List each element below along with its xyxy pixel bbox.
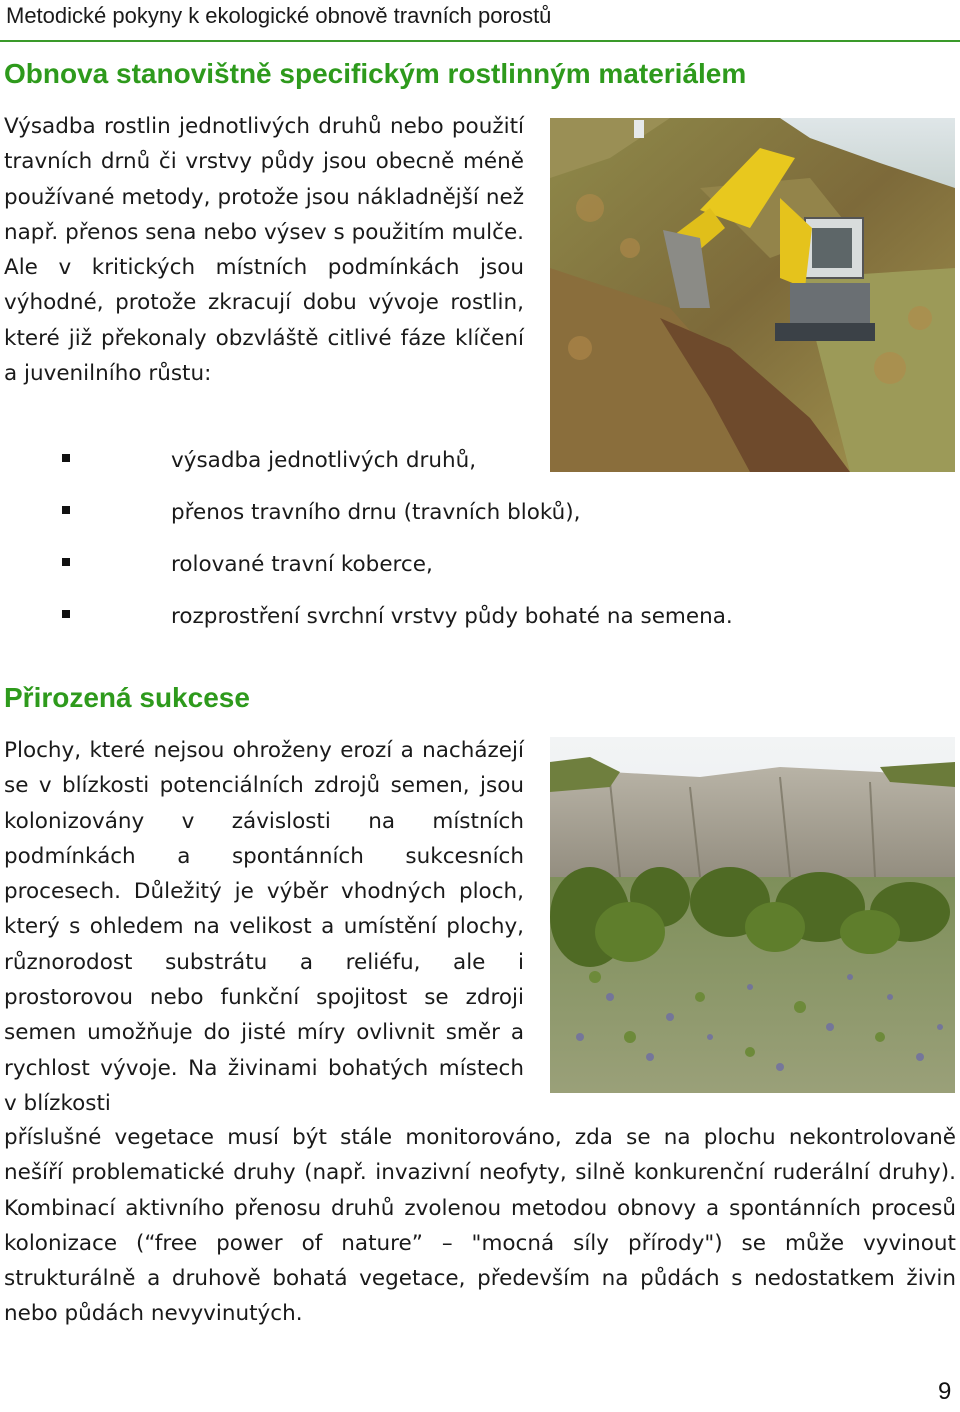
list-item (0, 547, 960, 599)
bullet-text: výsadba jednotlivých druhů, (171, 448, 477, 473)
method-bullet-list (0, 443, 960, 651)
excavator-on-slope-photo (550, 118, 955, 472)
running-header-title: Metodické pokyny k ekologické obnově travních porostů (6, 3, 552, 28)
bullet-text: rozprostření svrchní vrstvy půdy bohaté na semena. (171, 604, 733, 629)
list-item (0, 495, 960, 547)
list-item (0, 599, 960, 651)
header-rule (0, 40, 960, 42)
bullet-square-icon (62, 610, 70, 618)
bullet-square-icon (62, 558, 70, 566)
section2-paragraph-wrapped: Plochy, které nejsou ohroženy erozí a nacházejí se v blízkosti potenciálních zdrojů semen, jsou kolonizovány v závislosti na místních podmínkách a spontánních sukcesních procesech. Důležitý je výběr vhodných ploch, který s ohledem na velikost a umístění plochy, různorodost substrátu a reliéfu, ale i prostorovou nebo funkční spojitost se zdroji semen umožňuje do jisté míry ovlivnit směr a rychlost vývoje. Na živinami bohatých místech v blízkosti (4, 738, 524, 1116)
bullet-square-icon (62, 454, 70, 462)
list-item (0, 443, 960, 495)
bullet-text: přenos travního drnu (travních bloků), (171, 500, 581, 525)
section2-paragraph-full: příslušné vegetace musí být stále monitorováno, zda se na plochu nekontrolovaně nešíří problematické druhy (např. invazivní neofyty, silně konkurenční ruderální druhy). Kombinací aktivního přenosu druhů zvolenou metodou obnovy a spontánních procesů kolonizace (“free power of nature” – "mocná síly přírody") se může vyvinout strukturálně a druhově bohatá vegetace, především na půdách s nedostatkem živin nebo půdách nevyvinutých. (4, 1125, 956, 1327)
section-heading-obnova: Obnova stanovištně specifickým rostlinným materiálem (4, 58, 747, 89)
bullet-square-icon (62, 506, 70, 514)
bullet-text: rolované travní koberce, (171, 552, 433, 577)
page-number: 9 (938, 1378, 952, 1405)
section1-paragraph: Výsadba rostlin jednotlivých druhů nebo použití travních drnů či vrstvy půdy jsou obecně méně používané metody, protože jsou nákladnější než např. přenos sena nebo výsev s použitím mulče. Ale v kritických místních podmínkách jsou výhodné, protože zkracují dobu vývoje rostlin, které již překonaly obzvláště citlivé fáze klíčení a juvenilního růstu: (4, 114, 524, 387)
section-heading-sukcese: Přirozená sukcese (4, 682, 250, 713)
quarry-succession-photo (550, 737, 955, 1093)
